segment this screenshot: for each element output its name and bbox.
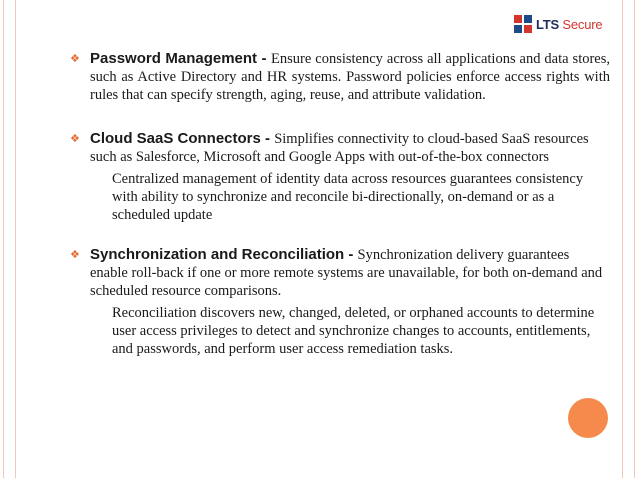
bullet-text: Ensure consistency across all applications and data stores, such as Active Directory and HR systems. Password policies enforce access rights with rules that can specify strength, aging, reuse, and attribute validation. bbox=[90, 51, 610, 103]
sub-paragraph: Reconciliation discovers new, changed, deleted, or orphaned accounts to determine user access privileges to detect and synchronize changes to accounts, entitlements, and passwords, and perform user access remediation tasks. bbox=[112, 305, 595, 357]
logo-text bbox=[536, 17, 602, 32]
lts-secure-logo bbox=[514, 14, 602, 34]
decorative-orange-circle bbox=[568, 398, 608, 438]
bullet-paragraph bbox=[90, 130, 610, 166]
bullet-icon: ❖ bbox=[70, 132, 80, 145]
sub-paragraph: Centralized management of identity data across resources guarantees consistency with ability to synchronize and reconcile bi-directionally, on-demand or as a scheduled update bbox=[112, 171, 584, 223]
left-frame-line bbox=[3, 0, 4, 478]
bullet-heading: Cloud SaaS Connectors - bbox=[90, 130, 275, 147]
left-frame-line-inner bbox=[15, 0, 16, 478]
logo-suffix: Secure bbox=[559, 16, 603, 32]
bullet-password-management bbox=[70, 50, 610, 104]
slide-content bbox=[70, 50, 610, 358]
bullet-heading: Password Management - bbox=[90, 50, 272, 67]
bullet-text: Synchronization delivery guarantees enable roll-back if one or more remote systems are unavailable, for both on-demand and scheduled resource comparisons. bbox=[90, 247, 603, 299]
bullet-heading: Synchronization and Reconciliation - bbox=[90, 246, 358, 263]
right-frame-line bbox=[622, 0, 623, 478]
bullet-cloud-saas-connectors bbox=[70, 130, 610, 224]
bullet-paragraph bbox=[90, 246, 610, 300]
bullet-icon: ❖ bbox=[70, 248, 80, 261]
bullet-synchronization-reconciliation bbox=[70, 246, 610, 358]
bullet-paragraph bbox=[90, 50, 610, 104]
bullet-text: Simplifies connectivity to cloud-based SaaS resources such as Salesforce, Microsoft and Google Apps with out-of-the-box connectors bbox=[90, 131, 589, 165]
bullet-icon: ❖ bbox=[70, 52, 80, 65]
logo-brand: LTS bbox=[536, 16, 559, 32]
right-frame-line-outer bbox=[634, 0, 635, 478]
logo-squares-icon bbox=[514, 15, 532, 33]
